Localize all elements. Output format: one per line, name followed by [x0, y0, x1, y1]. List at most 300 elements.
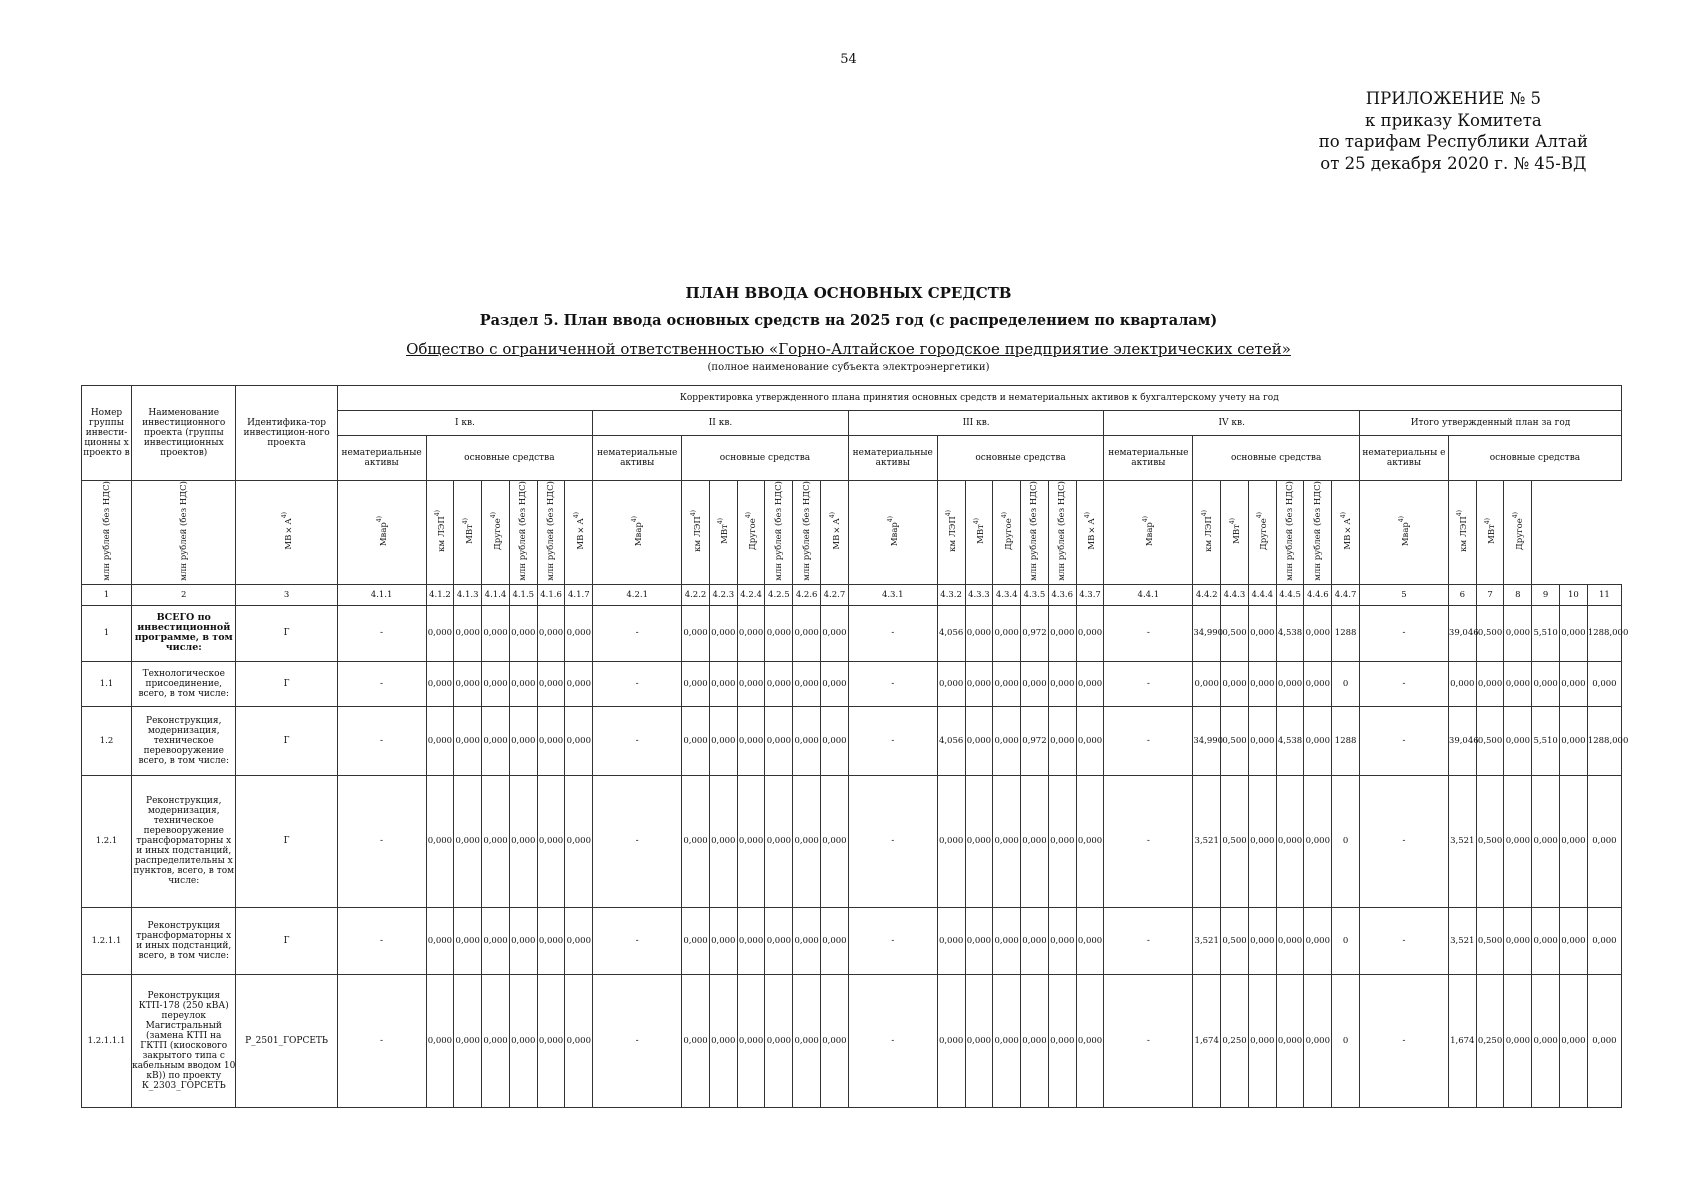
value-cell: 0,000 [821, 605, 849, 661]
column-number: 4.2.2 [682, 584, 710, 605]
value-cell: 0,000 [454, 661, 482, 706]
value-cell: 0,500 [1476, 605, 1504, 661]
header-fixed-assets: основные средства [682, 436, 849, 481]
plan-table [81, 385, 1629, 1108]
column-number: 4.4.6 [1304, 584, 1332, 605]
value-cell: 0,000 [682, 706, 710, 775]
value-cell: 0,000 [737, 605, 765, 661]
value-cell: 0,000 [1560, 706, 1588, 775]
value-cell: 0,000 [821, 974, 849, 1107]
footnote-mark: 4) [717, 517, 725, 525]
unit-header-mva [1076, 481, 1104, 585]
unit-label: Мвар$^{4)}$ [375, 515, 389, 546]
empty-value: - [848, 605, 937, 661]
empty-value: - [848, 661, 937, 706]
column-number: 4.2.3 [709, 584, 737, 605]
column-number: 6 [1448, 584, 1476, 605]
value-cell: 0,000 [821, 775, 849, 907]
footnote-mark: 4) [489, 511, 497, 518]
value-cell: 0,000 [482, 907, 510, 974]
project-name: Реконструкция, модернизация, техническое перевооружение всего, в том числе: [132, 706, 236, 775]
unit-label: $МВ\times А^{4)}$ [828, 512, 842, 550]
unit-label: млн рублей (без НДС) [773, 481, 784, 581]
value-cell: 0,000 [1048, 974, 1076, 1107]
column-number: 4.3.5 [1021, 584, 1049, 605]
unit-header-mln [509, 481, 537, 585]
unit-label: МВт$^{4)}$ [1228, 517, 1242, 544]
unit-label: Другое$^{4)}$ [1000, 511, 1014, 550]
column-number: 4.3.2 [937, 584, 965, 605]
empty-value: - [337, 605, 426, 661]
unit-label: млн рублей (без НДС) [1057, 481, 1068, 581]
header-total: Итого утвержденный план за год [1360, 411, 1622, 436]
value-cell: 0,000 [765, 605, 793, 661]
value-cell: 39,046 [1448, 605, 1476, 661]
value-cell: 0,000 [537, 775, 565, 907]
value-cell: 0,000 [1560, 661, 1588, 706]
value-cell: 0,000 [1276, 661, 1304, 706]
value-cell: 0,000 [1076, 661, 1104, 706]
unit-label: Другое$^{4)}$ [1256, 511, 1270, 550]
column-number: 4.4.7 [1332, 584, 1360, 605]
value-cell: 0,000 [509, 706, 537, 775]
value-cell: 0,000 [682, 775, 710, 907]
empty-value: - [337, 907, 426, 974]
column-number: 4.2.1 [593, 584, 682, 605]
header-q1: I кв. [337, 411, 593, 436]
unit-label: млн рублей (без НДС) [546, 481, 557, 581]
project-id: Г [236, 661, 337, 706]
value-cell: 0,000 [793, 775, 821, 907]
header-correction: Корректировка утвержденного плана принятия основных средств и нематериальных активов к бухгалтерскому учету на год [337, 386, 1621, 411]
page-number: 54 [840, 52, 857, 67]
column-number: 4.1.2 [426, 584, 454, 605]
value-cell: 0,000 [1532, 907, 1560, 974]
value-cell: 0,000 [426, 706, 454, 775]
empty-value: - [1104, 974, 1193, 1107]
value-cell: 1288,000 [1587, 706, 1621, 775]
value-cell: 0,000 [1304, 605, 1332, 661]
value-cell: 0,000 [821, 907, 849, 974]
column-number: 4.3.6 [1048, 584, 1076, 605]
table-row [82, 661, 1622, 706]
header-intangible: нематериальные активы [337, 436, 426, 481]
unit-label: $МВ\times А^{4)}$ [280, 512, 294, 550]
empty-value: - [1360, 907, 1449, 974]
value-cell: 0,000 [1276, 775, 1304, 907]
footnote-mark: 4) [631, 515, 639, 522]
empty-value: - [848, 907, 937, 974]
empty-value: - [593, 706, 682, 775]
unit-label: МВт$^{4)}$ [717, 517, 731, 544]
column-number: 4.3.1 [848, 584, 937, 605]
value-cell: 0,000 [1076, 974, 1104, 1107]
project-id: Г [236, 907, 337, 974]
value-cell: 0,000 [509, 907, 537, 974]
value-cell: 0,000 [793, 974, 821, 1107]
value-cell: 0,000 [793, 605, 821, 661]
value-cell: 0,000 [426, 775, 454, 907]
value-cell: 0,000 [709, 907, 737, 974]
table-row [82, 775, 1622, 907]
value-cell: 0,000 [565, 706, 593, 775]
header-intangible: нематериальны е активы [1360, 436, 1449, 481]
value-cell: 0,000 [426, 661, 454, 706]
project-name: Реконструкция, модернизация, техническое перевооружение трансформаторны х и иных подстанций, распределительны х пунктов, всего, в том числе: [132, 775, 236, 907]
empty-value: - [593, 907, 682, 974]
value-cell: 0 [1332, 775, 1360, 907]
value-cell: 0 [1332, 907, 1360, 974]
unit-label: км ЛЭП$^{4)}$ [1456, 509, 1470, 552]
footnote-mark: 4) [828, 512, 836, 519]
value-cell: 0,000 [1587, 775, 1621, 907]
footnote-mark: 4) [1084, 512, 1092, 519]
value-cell: 0,000 [482, 974, 510, 1107]
value-cell: 0,000 [1560, 775, 1588, 907]
project-name: Технологическое присоединение, всего, в том числе: [132, 661, 236, 706]
unit-header-km [426, 481, 454, 585]
unit-label: Другое$^{4)}$ [745, 511, 758, 550]
value-cell: 0,500 [1476, 775, 1504, 907]
value-cell: 0,000 [565, 605, 593, 661]
value-cell: 0,000 [682, 907, 710, 974]
value-cell: 0,000 [765, 907, 793, 974]
organization-name-text: Общество с ограниченной ответственностью «Горно-Алтайское городское предприятие электрических сетей» [406, 340, 1291, 358]
value-cell: 0,000 [454, 907, 482, 974]
value-cell: 0,000 [765, 706, 793, 775]
header-group-number: Номер группы инвести-ционны х проекто в [82, 386, 132, 481]
value-cell: 0,000 [1560, 605, 1588, 661]
empty-value: - [1104, 775, 1193, 907]
value-cell: 0,000 [509, 775, 537, 907]
value-cell: 0,000 [509, 605, 537, 661]
unit-header-mln [537, 481, 565, 585]
value-cell: 4,056 [937, 605, 965, 661]
unit-header-other [737, 481, 765, 585]
unit-label: млн рублей (без НДС) [178, 481, 189, 581]
unit-header-mln [793, 481, 821, 585]
table-row [82, 974, 1622, 1107]
footnote-mark: 4) [1511, 511, 1519, 518]
column-number: 4.1.7 [565, 584, 593, 605]
project-name: ВСЕГО по инвестиционной программе, в том числе: [132, 605, 236, 661]
footnote-mark: 4) [972, 517, 980, 525]
unit-label: млн рублей (без НДС) [101, 481, 112, 581]
header-project-name: Наименование инвестиционного проекта (группы инвестиционных проектов) [132, 386, 236, 481]
footnote-mark: 4) [1142, 515, 1150, 522]
value-cell: 0,000 [1504, 706, 1532, 775]
value-cell: 0,972 [1021, 605, 1049, 661]
value-cell: 4,538 [1276, 706, 1304, 775]
value-cell: 0,000 [965, 775, 993, 907]
value-cell: 0,000 [482, 661, 510, 706]
value-cell: 0,000 [1304, 907, 1332, 974]
unit-label: км ЛЭП$^{4)}$ [945, 509, 959, 552]
value-cell: 0,000 [1193, 661, 1221, 706]
value-cell: 0,000 [965, 907, 993, 974]
value-cell: 0,000 [1587, 907, 1621, 974]
value-cell: 0,000 [993, 907, 1021, 974]
value-cell: 1,674 [1448, 974, 1476, 1107]
project-id: Г [236, 706, 337, 775]
column-number: 5 [1360, 584, 1449, 605]
unit-header-other [482, 481, 510, 585]
document-title: ПЛАН ВВОДА ОСНОВНЫХ СРЕДСТВ [685, 284, 1012, 302]
unit-label: Мвар$^{4)}$ [886, 515, 900, 546]
value-cell: 1,674 [1193, 974, 1221, 1107]
footnote-mark: 4) [1256, 511, 1264, 518]
value-cell: 0,000 [1021, 974, 1049, 1107]
header-q2: II кв. [593, 411, 849, 436]
unit-header-mln [1048, 481, 1076, 585]
table-row [82, 907, 1622, 974]
value-cell: 3,521 [1193, 907, 1221, 974]
value-cell: 0,000 [426, 907, 454, 974]
row-number: 1 [82, 605, 132, 661]
column-number: 4.1.4 [482, 584, 510, 605]
unit-label: $МВ\times А^{4)}$ [572, 512, 586, 550]
value-cell: 0,000 [537, 974, 565, 1107]
value-cell: 39,046 [1448, 706, 1476, 775]
value-cell: 4,538 [1276, 605, 1304, 661]
appendix-line: ПРИЛОЖЕНИЕ № 5 [1365, 89, 1541, 108]
unit-header-mvar [848, 481, 937, 585]
unit-header-mln [132, 481, 236, 585]
unit-header-mvar [337, 481, 426, 585]
value-cell: 0,500 [1476, 706, 1504, 775]
column-number: 4.4.1 [1104, 584, 1193, 605]
value-cell: 0,000 [565, 661, 593, 706]
column-number: 3 [236, 584, 337, 605]
footnote-mark: 4) [375, 515, 383, 522]
value-cell: 0,000 [426, 974, 454, 1107]
unit-header-mva [1332, 481, 1360, 585]
value-cell: 3,521 [1448, 907, 1476, 974]
unit-header-mw [1476, 481, 1504, 585]
value-cell: 0,000 [1504, 775, 1532, 907]
value-cell: 0,000 [1560, 907, 1588, 974]
empty-value: - [848, 974, 937, 1107]
footnote-mark: 4) [1398, 515, 1406, 522]
footnote-mark: 4) [1484, 517, 1492, 525]
column-number: 1 [82, 584, 132, 605]
column-number: 9 [1532, 584, 1560, 605]
project-id: Р_2501_ГОРСЕТЬ [236, 974, 337, 1107]
value-cell: 0,000 [937, 661, 965, 706]
empty-value: - [337, 775, 426, 907]
value-cell: 0,000 [565, 775, 593, 907]
unit-label: Другое$^{4)}$ [489, 511, 503, 550]
value-cell: 3,521 [1448, 775, 1476, 907]
empty-value: - [337, 974, 426, 1107]
footnote-mark: 4) [572, 512, 580, 519]
footnote-mark: 4) [1456, 509, 1464, 517]
appendix-block [1319, 88, 1588, 174]
value-cell: 0,000 [682, 605, 710, 661]
value-cell: 0,000 [821, 706, 849, 775]
value-cell: 0,000 [765, 974, 793, 1107]
value-cell: 0,000 [937, 907, 965, 974]
value-cell: 0,000 [1304, 974, 1332, 1107]
footnote-mark: 4) [1000, 511, 1008, 518]
value-cell: 0,000 [1048, 907, 1076, 974]
value-cell: 0,000 [482, 775, 510, 907]
value-cell: 0,250 [1221, 974, 1249, 1107]
value-cell: 0,000 [1248, 706, 1276, 775]
value-cell: 0,000 [709, 775, 737, 907]
empty-value: - [337, 706, 426, 775]
value-cell: 0,000 [1076, 775, 1104, 907]
value-cell: 0,000 [1248, 605, 1276, 661]
empty-value: - [1360, 775, 1449, 907]
appendix-line: по тарифам Республики Алтай [1318, 132, 1588, 151]
value-cell: 0,000 [1476, 661, 1504, 706]
value-cell: 0,000 [454, 605, 482, 661]
unit-label: $МВ\times А^{4)}$ [1339, 512, 1353, 550]
value-cell: 0,000 [1076, 907, 1104, 974]
table-row [82, 706, 1622, 775]
value-cell: 0,000 [1076, 605, 1104, 661]
project-id: Г [236, 605, 337, 661]
value-cell: 0,000 [1532, 974, 1560, 1107]
value-cell: 0,000 [454, 775, 482, 907]
unit-header-mw [1221, 481, 1249, 585]
column-number: 4.3.7 [1076, 584, 1104, 605]
unit-header-mw [709, 481, 737, 585]
empty-value: - [593, 974, 682, 1107]
value-cell: 0,000 [1048, 706, 1076, 775]
unit-label: км ЛЭП$^{4)}$ [1200, 509, 1214, 552]
column-number: 4.2.5 [765, 584, 793, 605]
unit-label: $МВ\times А^{4)}$ [1084, 512, 1097, 550]
value-cell: 0,000 [993, 775, 1021, 907]
value-cell: 0,500 [1221, 605, 1249, 661]
column-number: 4.4.2 [1193, 584, 1221, 605]
footnote-mark: 4) [461, 517, 469, 525]
unit-header-km [682, 481, 710, 585]
column-number: 4.3.3 [965, 584, 993, 605]
value-cell: 0,000 [737, 661, 765, 706]
value-cell: 0,000 [1048, 605, 1076, 661]
value-cell: 0,000 [1504, 605, 1532, 661]
empty-value: - [1360, 974, 1449, 1107]
row-number: 1.2.1.1.1 [82, 974, 132, 1107]
unit-header-mvar [1104, 481, 1193, 585]
value-cell: 0,000 [1048, 661, 1076, 706]
value-cell: 0,000 [737, 974, 765, 1107]
table-row [82, 605, 1622, 661]
project-name: Реконструкция трансформаторны х и иных подстанций, всего, в том числе: [132, 907, 236, 974]
empty-value: - [848, 775, 937, 907]
value-cell: 0,000 [709, 974, 737, 1107]
unit-header-other [993, 481, 1021, 585]
value-cell: 0,000 [682, 974, 710, 1107]
value-cell: 0,000 [1587, 661, 1621, 706]
footnote-mark: 4) [280, 512, 288, 519]
value-cell: 0,000 [737, 706, 765, 775]
organization-note: (полное наименование субъекта электроэнергетики) [707, 362, 990, 373]
value-cell: 0,000 [965, 661, 993, 706]
unit-header-km [937, 481, 965, 585]
unit-label: МВт$^{4)}$ [972, 517, 986, 544]
value-cell: 34,990 [1193, 706, 1221, 775]
value-cell: 0,000 [1304, 661, 1332, 706]
value-cell: 0,000 [993, 605, 1021, 661]
header-intangible: нематериальные активы [593, 436, 682, 481]
column-number: 4.1.5 [509, 584, 537, 605]
value-cell: 0,000 [1504, 907, 1532, 974]
value-cell: 0,000 [709, 661, 737, 706]
value-cell: 0,000 [1221, 661, 1249, 706]
value-cell: 0 [1332, 661, 1360, 706]
header-q4: IV кв. [1104, 411, 1360, 436]
unit-header-mva [821, 481, 849, 585]
value-cell: 5,510 [1532, 706, 1560, 775]
unit-label: Другое$^{4)}$ [1511, 511, 1525, 550]
unit-label: млн рублей (без НДС) [518, 481, 529, 581]
empty-value: - [1360, 605, 1449, 661]
column-number: 4.1.3 [454, 584, 482, 605]
column-number: 4.1.6 [537, 584, 565, 605]
row-number: 1.2 [82, 706, 132, 775]
unit-header-other [1248, 481, 1276, 585]
value-cell: 0,000 [1304, 706, 1332, 775]
value-cell: 0,000 [682, 661, 710, 706]
value-cell: 4,056 [937, 706, 965, 775]
column-number: 7 [1476, 584, 1504, 605]
value-cell: 0,000 [537, 605, 565, 661]
column-number: 2 [132, 584, 236, 605]
header-fixed-assets: основные средства [1448, 436, 1621, 481]
value-cell: 0,000 [965, 706, 993, 775]
value-cell: 0,000 [565, 907, 593, 974]
value-cell: 0,500 [1221, 907, 1249, 974]
value-cell: 0,000 [454, 706, 482, 775]
column-number: 4.3.4 [993, 584, 1021, 605]
value-cell: 0,000 [509, 661, 537, 706]
empty-value: - [1104, 661, 1193, 706]
value-cell: 0,500 [1221, 706, 1249, 775]
unit-header-mvar [1360, 481, 1449, 585]
unit-header-km [1193, 481, 1221, 585]
empty-value: - [848, 706, 937, 775]
empty-value: - [593, 605, 682, 661]
empty-value: - [1104, 706, 1193, 775]
unit-header-mln [1276, 481, 1304, 585]
value-cell: 0,000 [1248, 661, 1276, 706]
header-fixed-assets: основные средства [426, 436, 593, 481]
column-number: 4.1.1 [337, 584, 426, 605]
value-cell: 0,972 [1021, 706, 1049, 775]
footnote-mark: 4) [689, 509, 697, 517]
unit-header-mln [1304, 481, 1332, 585]
unit-header-mln [82, 481, 132, 585]
value-cell: 1288 [1332, 605, 1360, 661]
value-cell: 0,000 [1560, 974, 1588, 1107]
value-cell: 0,000 [509, 974, 537, 1107]
footnote-mark: 4) [1228, 517, 1236, 525]
unit-label: млн рублей (без НДС) [801, 481, 812, 581]
unit-header-mvar [593, 481, 682, 585]
value-cell: 0,000 [482, 605, 510, 661]
value-cell: 0,000 [1532, 661, 1560, 706]
value-cell: 0 [1332, 974, 1360, 1107]
value-cell: 0,000 [1021, 661, 1049, 706]
footnote-mark: 4) [745, 511, 753, 518]
value-cell: 0,000 [1248, 974, 1276, 1107]
value-cell: 5,510 [1532, 605, 1560, 661]
value-cell: 0,000 [965, 974, 993, 1107]
